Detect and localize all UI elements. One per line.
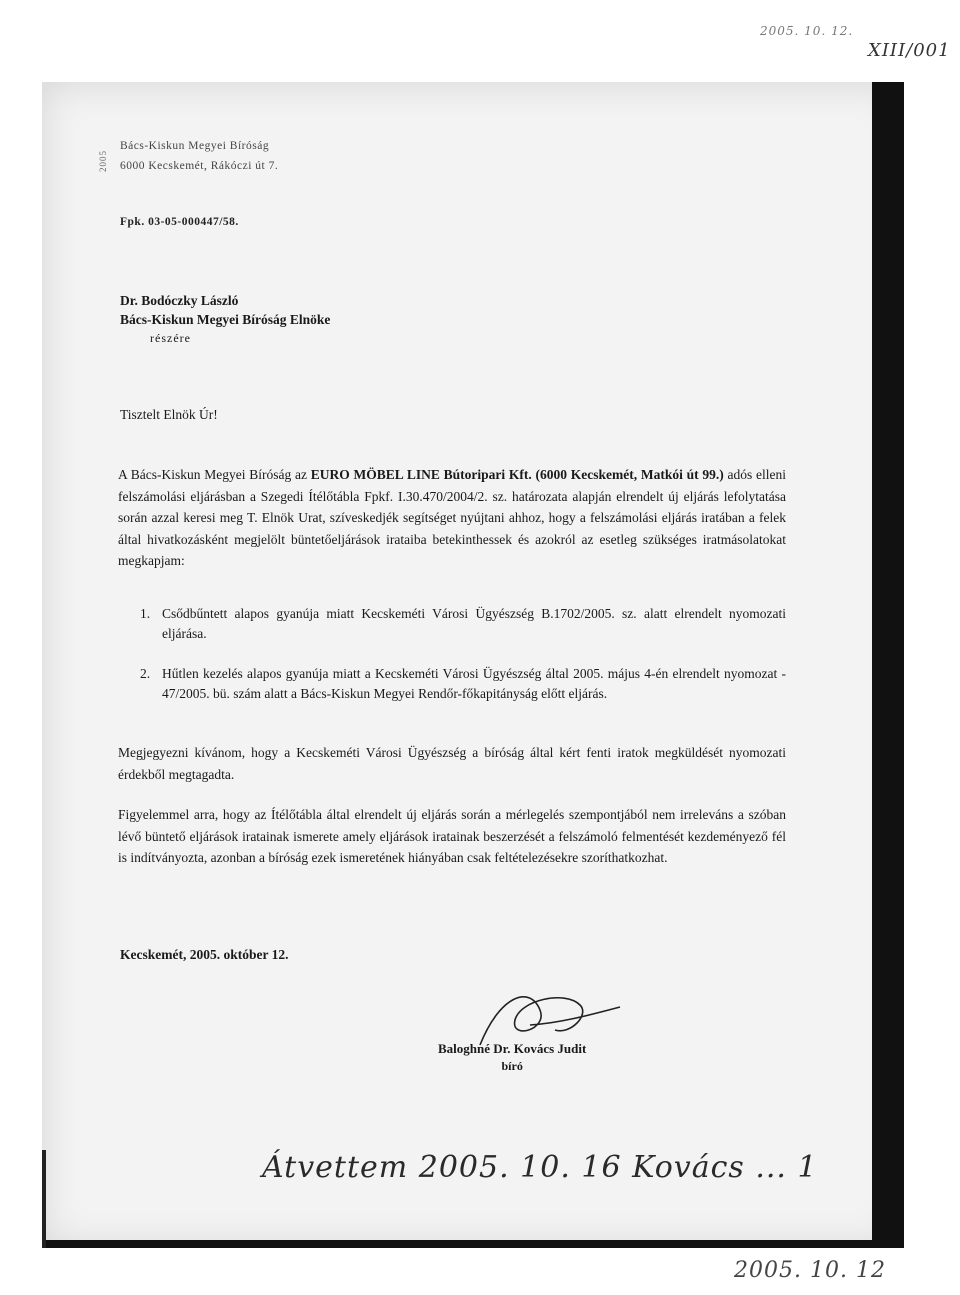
list-item-number: 1. [140,606,151,621]
place-date: Kecskemét, 2005. október 12. [120,947,289,962]
handwritten-date-bottom: 2005. 10. 12 [734,1258,886,1283]
intro-text-rest: adós elleni felszámolási eljárásban a Szegedi Ítélőtábla Fpkf. I.30.470/2004/2. sz. határozata alapján elrendelt új eljárás lefolytatása során azzal keresi meg T. Elnök Urat, szíveskedjék segítséget nyújtani ahhoz, hogy a felszámolási eljárás iratában a felek által hivatkozásként megjelölt büntetőeljárások irataiba betekinthessek és azokról az esetleg szükséges iratmásolatokat megkapjam: [118,467,787,568]
intro-text-start: A Bács-Kiskun Megyei Bíróság az [118,467,311,482]
handwritten-date-top: 2005. 10. 12. [760,24,854,38]
signature-block [438,1040,586,1074]
intro-paragraph [118,464,786,572]
list-item-text: Csődbűntett alapos gyanúja miatt Kecskeméti Városi Ügyészség B.1702/2005. sz. alatt elrendelt nyomozati eljárása. [162,606,786,641]
list-item-text: Hűtlen kezelés alapos gyanúja miatt a Kecskeméti Városi Ügyészség által 2005. május 4-én elrendelt nyomozat - 47/2005. bü. szám alatt a Bács-Kiskun Megyei Rendőr-főkapitányság előtt eljárás. [162,666,786,701]
addressee-name: Dr. Bodóczky László [120,293,239,308]
salutation: Tisztelt Elnök Úr! [120,407,218,422]
addressee-suffix: részére [150,331,191,345]
list-item-number: 2. [140,666,151,681]
note-paragraph: Megjegyezni kívánom, hogy a Kecskeméti Városi Ügyészség a bíróság által kért fenti iratok megküldését nyomozati érdekből megtagadta. [118,745,786,782]
court-name: Bács-Kiskun Megyei Bíróság [120,140,270,152]
handwritten-reference: XIII/001 [868,40,951,61]
list-item [140,604,786,644]
list-item [140,664,786,704]
handwritten-received-note: Átvettem 2005. 10. 16 Kovács ... 1 [262,1150,818,1185]
closing-paragraph: Figyelemmel arra, hogy az Ítélőtábla által elrendelt új eljárás során a mérlegelés szempontjából nem irreleváns a szóban lévő büntető eljárások iratainak ismerete amely eljárások iratainak beszerzését a felszámoló felmentését kezdeményező fél is indítványozta, azonban a bíróság ezek ismeretének hiányában csak feltételezésekre szoríthatkozhat. [118,807,786,865]
scan-edge-bottom [42,1240,904,1248]
court-address: 6000 Kecskemét, Rákóczi út 7. [120,160,279,172]
signer-name: Baloghné Dr. Kovács Judit [438,1041,587,1056]
scan-edge-left [42,1150,46,1248]
case-number: Fpk. 03-05-000447/58. [120,216,239,228]
addressee-title: Bács-Kiskun Megyei Bíróság Elnöke [120,312,331,327]
company-name: EURO MÖBEL LINE Bútoripari Kft. (6000 Kecskemét, Matkói út 99.) [310,467,724,482]
signer-title: bíró [501,1059,523,1073]
side-stamp: 2005 [98,150,108,172]
scan-edge-right [872,82,904,1247]
